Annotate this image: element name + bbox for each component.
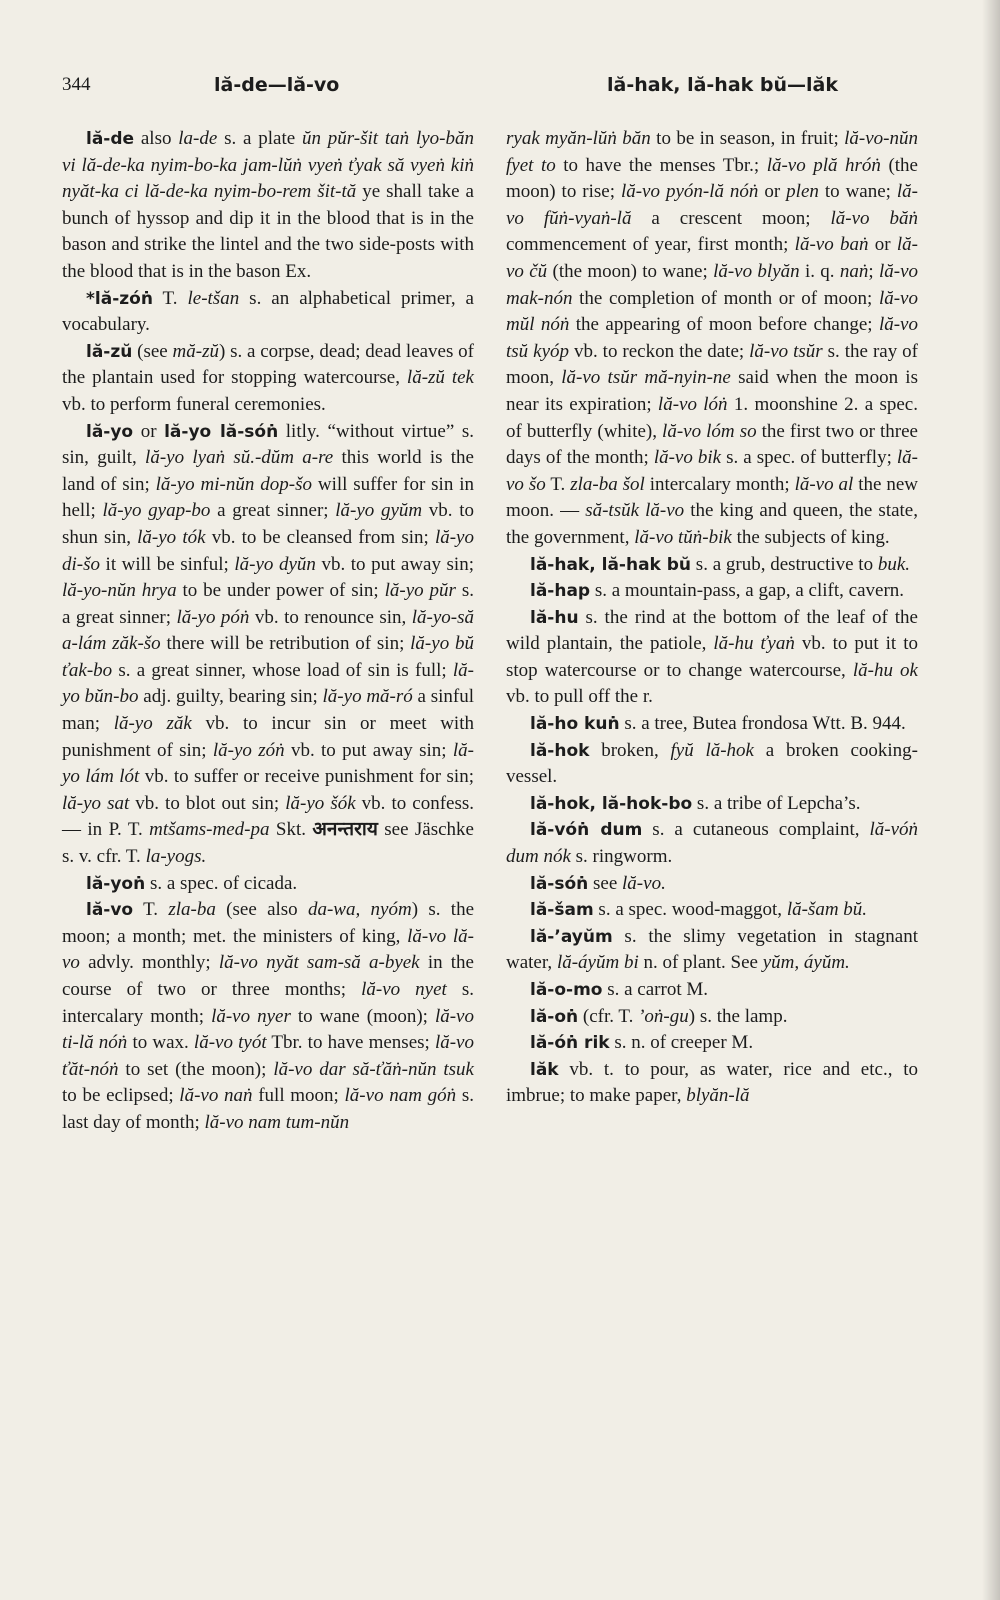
- headword: lă-ho kuṅ: [530, 714, 620, 735]
- entry-text: to wane;: [818, 181, 897, 203]
- entry-text: a great sinner;: [210, 500, 336, 522]
- page-number: 344: [62, 74, 91, 95]
- italic-term: lă-vo tŭṅ-bik: [634, 526, 732, 548]
- italic-term: lă-vo lóm so: [662, 420, 757, 442]
- dictionary-entry: [506, 552, 918, 579]
- italic-term: lă-vo tsŭr: [749, 340, 823, 362]
- right-column: [506, 126, 918, 1110]
- italic-term: lă-vo nam tum-nŭn: [204, 1111, 350, 1133]
- italic-term: lă-vo-nŭn fyet to: [506, 128, 918, 176]
- italic-term: lă-vo bik: [653, 447, 722, 469]
- italic-term: lă-yo bŭn-bo: [62, 659, 474, 708]
- italic-term: ryak myăn-lŭṅ băn: [506, 128, 651, 149]
- entry-text: (the moon) to rise;: [506, 154, 918, 203]
- italic-term: lă-yo-să a-lám zăk-šo: [62, 606, 474, 655]
- dictionary-entry: [506, 791, 918, 818]
- entry-text: see Jäschke s. v. cfr. T.: [62, 819, 474, 868]
- headword: lă-de: [86, 129, 135, 149]
- entry-text: there will be retribution of sin;: [160, 633, 411, 655]
- headword: lă-hap: [530, 581, 591, 602]
- entry-text: a crescent moon;: [631, 207, 831, 229]
- dictionary-entry: [506, 605, 918, 711]
- dictionary-entry: [62, 897, 474, 1136]
- italic-term: yŭm, áyŭm.: [762, 952, 850, 974]
- entry-text: or: [868, 234, 897, 256]
- entry-text: broken,: [589, 739, 671, 761]
- italic-term: lă-vo fŭṅ-vyaṅ-lă: [506, 181, 918, 229]
- italic-term: lă-yo tók: [137, 526, 206, 548]
- dictionary-entry: [506, 738, 918, 791]
- dictionary-entry: [506, 1057, 918, 1110]
- headword: lă-yo lă-sóṅ: [164, 421, 279, 442]
- dictionary-entry: [506, 817, 918, 870]
- entry-text: s. an alphabetical primer, a vocabulary.: [62, 287, 474, 336]
- italic-term: mtšams-med-pa: [149, 819, 270, 841]
- entry-text: vb. to confess. — in P. T.: [62, 792, 475, 841]
- entry-text: vb. to renounce sin,: [249, 606, 412, 628]
- dictionary-entry: [62, 419, 474, 871]
- entry-text: to have the menses Tbr.;: [555, 154, 767, 176]
- italic-term: lă-hu ok: [852, 659, 918, 681]
- italic-term: lă-vo al: [794, 473, 854, 495]
- entry-text: (see also: [215, 899, 308, 921]
- italic-term: lă-vo.: [622, 872, 666, 894]
- entry-text: to set (the moon);: [118, 1058, 274, 1080]
- left-column: [62, 126, 474, 1137]
- italic-term: fyŭ lă-hok: [670, 739, 754, 761]
- italic-term: lă-vo tsŭr mă-nyin-ne: [561, 367, 731, 389]
- dictionary-entry: [506, 871, 918, 898]
- entry-text: vb. to perform funeral ceremonies.: [62, 393, 326, 415]
- entry-text: T.: [545, 473, 571, 495]
- italic-term: lă-yo gyŭm: [335, 500, 423, 522]
- entry-text: s. a mountain-pass, a gap, a clift, cavern.: [590, 580, 905, 602]
- italic-term: buk.: [877, 553, 911, 575]
- italic-term: blyăn-lă: [686, 1085, 750, 1107]
- entry-text: s. ringworm.: [570, 846, 673, 868]
- entry-text: s. last day of month;: [62, 1085, 474, 1133]
- entry-text: s. a cutaneous complaint,: [642, 819, 870, 841]
- entry-text: Skt.: [269, 819, 313, 841]
- italic-term: lă-yo lyaṅ sŭ.-dŭm a-re: [145, 447, 334, 469]
- dictionary-entry: [62, 126, 474, 286]
- entry-text: the appearing of moon before change;: [569, 314, 879, 336]
- italic-term: lă-yo sat: [62, 792, 130, 814]
- dictionary-entry: [62, 339, 474, 419]
- entry-text: s. n. of creeper M.: [609, 1032, 754, 1054]
- entry-text: or: [133, 420, 165, 442]
- italic-term: lă-vo nyăt sam-să a-byek: [218, 952, 420, 974]
- headword: lă-óṅ rik: [530, 1033, 610, 1054]
- headword: lă-o-mo: [530, 980, 603, 1000]
- italic-term: la-yogs.: [145, 846, 207, 868]
- entry-text: s. a spec. of cicada.: [145, 872, 298, 894]
- italic-term: zla-ba: [168, 899, 216, 921]
- entry-text: vb. to put it to stop watercourse or to change watercourse,: [506, 633, 918, 681]
- entry-text: s. a spec. wood-maggot,: [593, 899, 787, 921]
- entry-text: commencement of year, first month;: [506, 234, 795, 256]
- entry-text: the first two or three days of the month;: [506, 420, 918, 469]
- dictionary-entry: [506, 578, 918, 605]
- entry-text: ) s. the moon; a month; met. the ministers of king,: [62, 899, 475, 947]
- italic-term: da-wa, nyóm: [307, 899, 412, 921]
- italic-term: plen: [786, 181, 819, 203]
- italic-term: lă-yo póṅ: [176, 606, 250, 628]
- italic-term: lă-yo-nŭn hrya: [62, 580, 177, 602]
- italic-term: lă-vo pyón-lă nóṅ: [620, 181, 759, 203]
- entry-text: will suffer for sin in hell;: [62, 473, 474, 522]
- entry-text: s. a plate: [217, 128, 302, 149]
- italic-term: naṅ: [839, 260, 869, 282]
- italic-term: la-de: [178, 128, 218, 149]
- entry-text: or: [758, 181, 787, 203]
- italic-term: lă-vo ti-lă nóṅ: [62, 1005, 474, 1054]
- dictionary-entry: [506, 126, 918, 552]
- headword: lă-’ayŭm: [530, 926, 613, 947]
- headword: lă-zŭ: [86, 341, 133, 362]
- entry-text: vb. to put away sin;: [315, 553, 474, 575]
- entry-text: s. a spec. of butterfly;: [721, 447, 897, 469]
- italic-term: lă-yo dyŭn: [234, 553, 316, 575]
- entry-text: vb. to reckon the date;: [569, 340, 750, 362]
- italic-term: lă-yo di-šo: [62, 526, 474, 575]
- dictionary-entry: [506, 1030, 918, 1057]
- entry-text: T.: [152, 287, 188, 309]
- entry-text: this world is the land of sin;: [62, 447, 474, 495]
- entry-text: intercalary month;: [644, 473, 795, 495]
- entry-text: the completion of month or of moon;: [572, 287, 879, 309]
- entry-text: ) s. a corpse, dead; dead leaves of the plantain used for stopping watercourse,: [62, 340, 474, 389]
- entry-text: ) s. the lamp.: [688, 1005, 788, 1027]
- entry-text: to be eclipsed;: [62, 1085, 180, 1107]
- entry-text: Tbr. to have menses;: [266, 1032, 435, 1054]
- entry-text: the subjects of king.: [731, 526, 890, 548]
- italic-term: lă-vo mak-nón: [506, 260, 919, 309]
- headword: lă-sóṅ: [530, 873, 589, 894]
- italic-term: lă-yo mă-ró: [322, 686, 413, 708]
- italic-term: lă-yo pŭr: [384, 580, 456, 602]
- headword: lă-yoṅ: [86, 873, 146, 894]
- entry-text: the new moon. —: [506, 473, 919, 522]
- italic-term: lă-vo nam góṅ: [344, 1085, 457, 1107]
- entry-text: ye shall take a bunch of hyssop and dip it in the blood that is in the bason and strike the lintel and the two side-posts with the blood that is in the bason Ex.: [62, 181, 474, 282]
- entry-text: see: [588, 872, 623, 894]
- entry-text: advly. monthly;: [79, 952, 219, 974]
- entry-text: adj. guilty, bearing sin;: [138, 686, 323, 708]
- entry-text: a broken cooking-vessel.: [506, 739, 918, 788]
- entry-text: to be under power of sin;: [176, 580, 385, 602]
- italic-term: lă-yo mi-nŭn dop-šo: [155, 473, 312, 495]
- italic-term: lă-vo blyăn: [713, 260, 800, 282]
- headword: lă-oṅ: [530, 1006, 579, 1027]
- italic-term: lă-hu ťyaṅ: [713, 633, 795, 655]
- dictionary-entry: [506, 897, 918, 924]
- headword: lă-vóṅ dum: [530, 820, 643, 841]
- entry-text: s. a grub, destructive to: [691, 553, 878, 575]
- entry-text: a sinful man;: [62, 686, 475, 735]
- entry-text: s. the rind at the bottom of the leaf of the wild plantain, the patiole,: [506, 606, 918, 655]
- entry-text: (cfr. T.: [578, 1005, 639, 1027]
- entry-text: s. a carrot M.: [602, 979, 709, 1000]
- entry-text: vb. to suffer or receive punishment for sin;: [139, 766, 474, 788]
- entry-text: n. of plant. See: [638, 952, 763, 974]
- italic-term: lă-vo nyet: [361, 979, 447, 1000]
- entry-text: vb. to shun sin,: [62, 500, 474, 548]
- italic-term: lă-áyŭm bi: [556, 952, 639, 974]
- headword: *lă-zóṅ: [86, 288, 153, 309]
- italic-term: lă-vo tyót: [193, 1032, 267, 1054]
- entry-text: to wax.: [127, 1032, 194, 1054]
- entry-text: vb. to blot out sin;: [129, 792, 286, 814]
- italic-term: să-tsŭk lă-vo: [585, 500, 685, 522]
- italic-term: lă-yo gyap-bo: [102, 500, 211, 522]
- entry-text: also: [134, 128, 179, 149]
- italic-term: lă-yo šók: [285, 792, 356, 814]
- headword: lă-hok, lă-hok-bo: [530, 793, 693, 814]
- entry-text: s. a great sinner;: [62, 580, 474, 628]
- entry-text: in the course of two or three months;: [62, 952, 474, 1000]
- entry-text: to wane (moon);: [290, 1005, 435, 1027]
- entry-text: it will be sinful;: [100, 553, 235, 575]
- entry-text: (the moon) to wane;: [547, 260, 714, 282]
- entry-text: vb. to pull off the r.: [506, 686, 653, 708]
- dictionary-entry: [62, 286, 474, 339]
- page-edge-shadow: [982, 0, 1000, 1600]
- italic-term: ŭn pŭr-šit taṅ lyo-băn vi lă-de-ka nyim-bo-ka jam-lŭṅ vyeṅ ťyak să vyeṅ kiṅ nyăt-ka ci lă-de-ka nyim-bo-rem šit-tă: [62, 128, 474, 203]
- headword: lă-vo: [86, 900, 134, 921]
- italic-term: zla-ba šol: [570, 473, 645, 495]
- dictionary-entry: [506, 977, 918, 1004]
- italic-term: lă-vo čŭ: [506, 234, 919, 282]
- entry-text: litly. “without virtue” s. sin, guilt,: [62, 420, 474, 469]
- italic-term: lă-vo mŭl nóṅ: [506, 287, 918, 336]
- entry-text: vb. to be cleansed from sin;: [205, 526, 435, 548]
- italic-term: lă-yo bŭ ťak-bo: [62, 633, 474, 681]
- entry-text: to be in season, in fruit;: [650, 128, 845, 149]
- headword: lă-hok: [530, 740, 590, 761]
- headword: lă-hu: [530, 607, 579, 628]
- italic-term: lă-vo baṅ: [794, 234, 869, 256]
- dictionary-entry: [506, 924, 918, 977]
- entry-text: ;: [868, 260, 879, 282]
- entry-text: vb. t. to pour, as water, rice and etc., to imbrue; to make paper,: [506, 1058, 918, 1107]
- entry-text: s. a tree, Butea frondosa Wtt. B. 944.: [619, 713, 906, 735]
- italic-term: le-tšan: [187, 287, 240, 309]
- italic-term: lă-vo lóṅ: [657, 393, 728, 415]
- entry-text: said when the moon is near its expiration;: [506, 367, 918, 415]
- entry-text: s. a tribe of Lepcha’s.: [692, 792, 861, 814]
- italic-term: lă-vo dar să-ťăṅ-nŭn tsuk: [273, 1058, 474, 1080]
- entry-text: the king and queen, the state, the government,: [506, 500, 918, 548]
- italic-term: lă-šam bŭ.: [786, 899, 868, 921]
- dictionary-entry: [62, 871, 474, 898]
- italic-term: ’oṅ-gu: [638, 1005, 689, 1027]
- italic-term: lă-vo nyer: [211, 1005, 291, 1027]
- dictionary-entry: [506, 1004, 918, 1031]
- devanagari-term: अनन्तराय: [312, 819, 378, 841]
- italic-term: lă-vo ťăt-nóṅ: [62, 1032, 474, 1080]
- italic-term: lă-vo tsŭ kyóp: [506, 314, 918, 362]
- entry-text: T.: [133, 899, 169, 921]
- italic-term: lă-zŭ tek: [406, 367, 474, 389]
- entry-text: s. a great sinner, whose load of sin is full;: [112, 659, 453, 681]
- italic-term: lă-vo lă-vo: [62, 925, 474, 974]
- entry-text: s. the slimy vegetation in stagnant water,: [506, 925, 918, 974]
- entry-text: (see: [132, 340, 173, 362]
- italic-term: lă-vo naṅ: [179, 1085, 253, 1107]
- italic-term: lă-yo zóṅ: [212, 739, 285, 761]
- italic-term: lă-vo plă hróṅ: [766, 154, 881, 176]
- headword: lă-hak, lă-hak bŭ: [530, 554, 692, 575]
- headword: lă-yo: [86, 421, 134, 442]
- entry-text: i. q.: [799, 260, 840, 282]
- italic-term: lă-yo lám lót: [62, 739, 474, 788]
- running-head-left: lă-de—lă-vo: [214, 74, 340, 96]
- headword: lăk: [530, 1059, 559, 1080]
- italic-term: mă-zŭ: [172, 340, 219, 362]
- italic-term: lă-vo šo: [506, 447, 918, 495]
- entry-text: 1. moonshine 2. a spec. of butterfly (white),: [506, 393, 918, 442]
- entry-text: vb. to incur sin or meet with punishment of sin;: [62, 713, 474, 761]
- italic-term: lă-yo zăk: [113, 713, 192, 735]
- entry-text: s. the ray of moon,: [506, 340, 918, 389]
- headword: lă-šam: [530, 900, 594, 921]
- entry-text: full moon;: [252, 1085, 345, 1107]
- page-header: [62, 74, 838, 102]
- entry-text: s. intercalary month;: [62, 979, 474, 1027]
- entry-text: vb. to put away sin;: [284, 739, 453, 761]
- italic-term: lă-vo băṅ: [830, 207, 918, 229]
- dictionary-entry: [506, 711, 918, 738]
- italic-term: lă-vóṅ dum nók: [506, 819, 919, 868]
- running-head-right: lă-hak, lă-hak bŭ—lăk: [607, 74, 838, 96]
